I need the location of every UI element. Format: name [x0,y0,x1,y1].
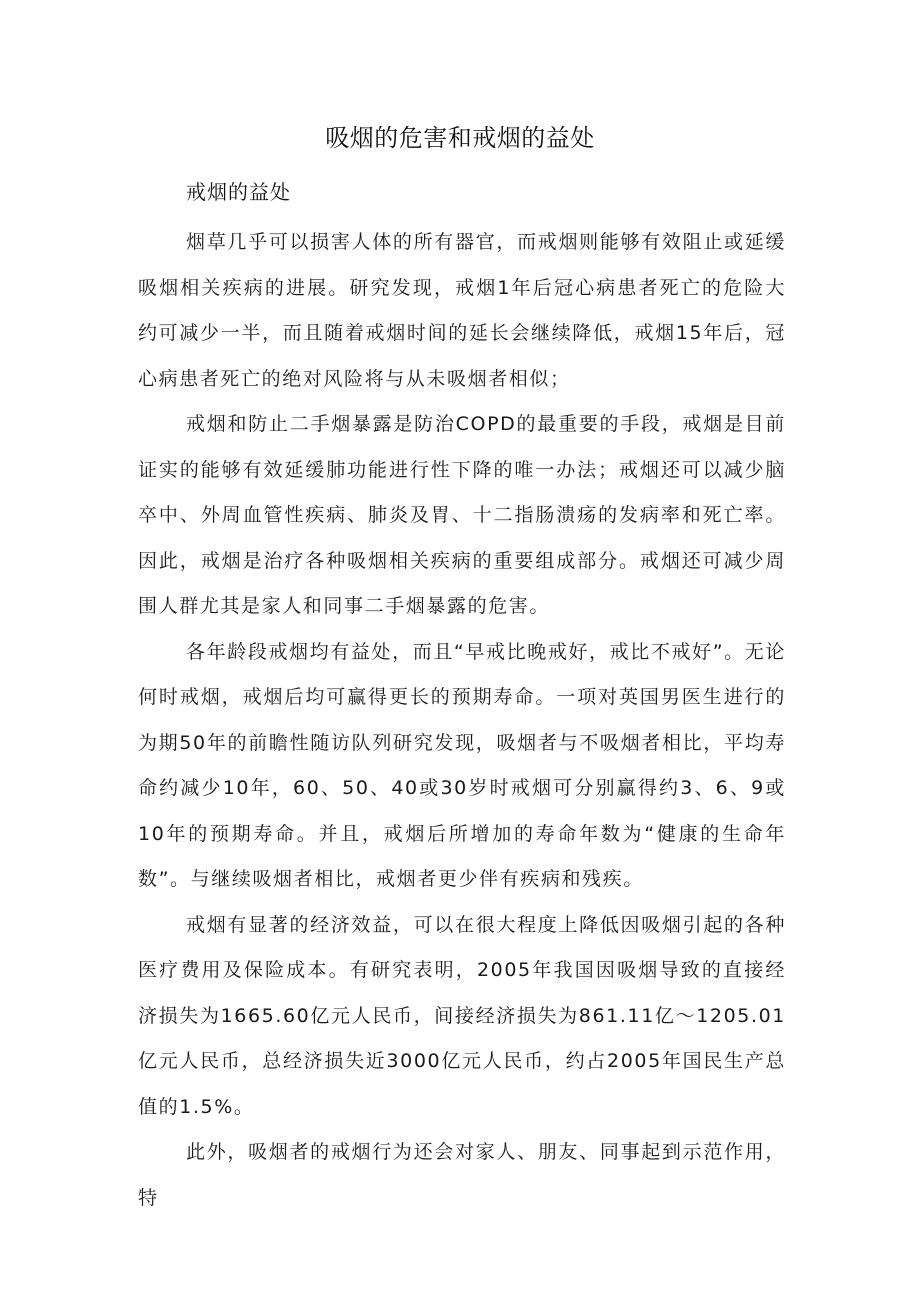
section-heading: 戒烟的益处 [186,180,291,204]
paragraph-1: 烟草几乎可以损害人体的所有器官，而戒烟则能够有效阻止或延缓吸烟相关疾病的进展。研究发现，戒烟1年后冠心病患者死亡的危险大约可减少一半，而且随着戒烟时间的延长会继续降低，戒烟15年后，冠心病患者死亡的绝对风险将与从未吸烟者相似； [138,231,786,390]
document-body [138,220,786,1221]
paragraph-2: 戒烟和防止二手烟暴露是防治COPD的最重要的手段，戒烟是目前证实的能够有效延缓肺功能进行性下降的唯一办法；戒烟还可以减少脑卒中、外周血管性疾病、肺炎及胃、十二指肠溃疡的发病率和死亡率。因此，戒烟是治疗各种吸烟相关疾病的重要组成部分。戒烟还可减少周围人群尤其是家人和同事二手烟暴露的危害。 [138,413,786,617]
paragraph-5: 此外，吸烟者的戒烟行为还会对家人、朋友、同事起到示范作用，特 [138,1141,786,1209]
paragraph-4: 戒烟有显著的经济效益，可以在很大程度上降低因吸烟引起的各种医疗费用及保险成本。有研究表明，2005年我国因吸烟导致的直接经济损失为1665.60亿元人民币，间接经济损失为861.11亿～1205.01亿元人民币，总经济损失近3000亿元人民币，约占2005年国民生产总值的1.5%。 [138,913,786,1118]
document-title: 吸烟的危害和戒烟的益处 [325,124,595,152]
paragraph-3: 各年龄段戒烟均有益处，而且“早戒比晚戒好，戒比不戒好”。无论何时戒烟，戒烟后均可赢得更长的预期寿命。一项对英国男医生进行的为期50年的前瞻性随访队列研究发现，吸烟者与不吸烟者相比，平均寿命约减少10年，60、50、40或30岁时戒烟可分别赢得约3、6、9或10年的预期寿命。并且，戒烟后所增加的寿命年数为“健康的生命年数”。与继续吸烟者相比，戒烟者更少伴有疾病和残疾。 [138,640,786,890]
